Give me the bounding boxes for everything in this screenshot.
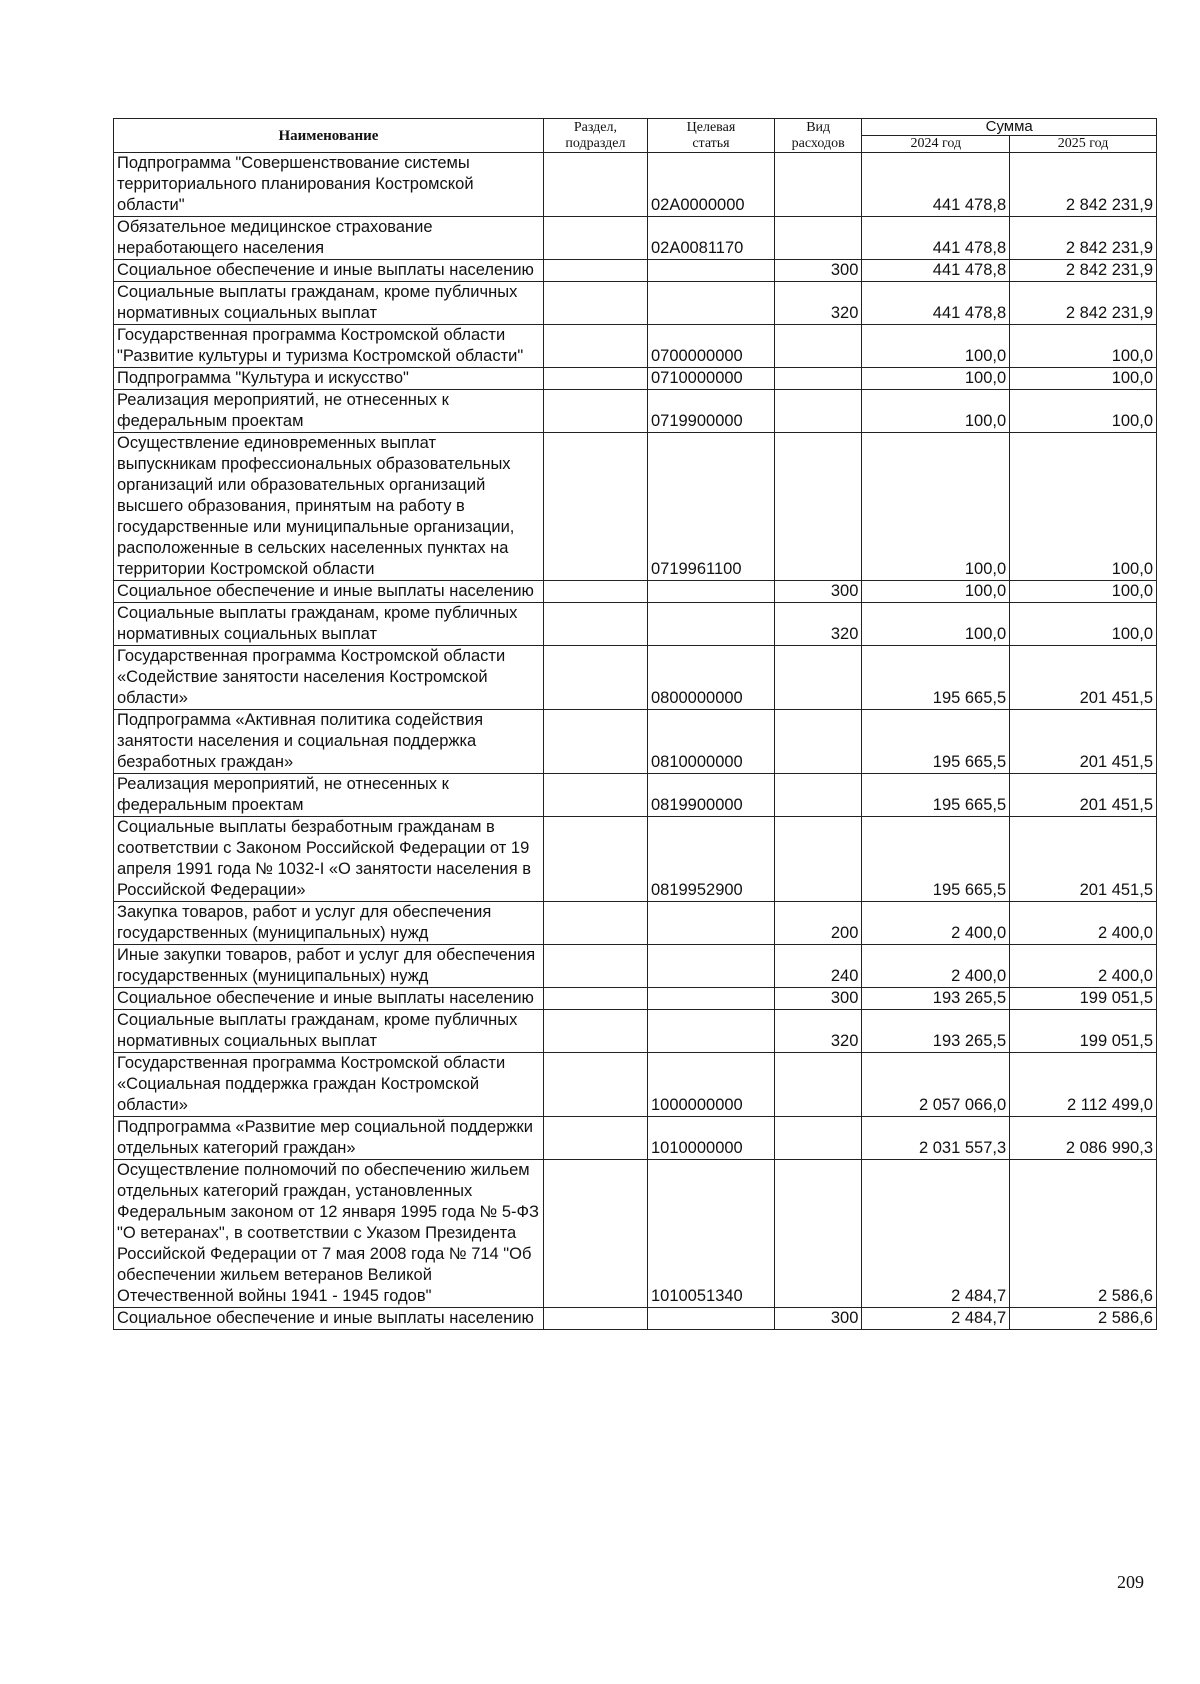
row-amount-2024: 441 478,8 (862, 153, 1010, 217)
table-row (114, 325, 1157, 368)
row-name: Социальные выплаты гражданам, кроме публичных нормативных социальных выплат (114, 282, 544, 325)
header-vid-line1: Вид (806, 119, 831, 135)
row-target-code (647, 1010, 774, 1053)
row-razdel (543, 217, 647, 260)
table-row (114, 646, 1157, 710)
header-vid-line2: расходов (791, 135, 845, 151)
row-target-code: 0710000000 (647, 368, 774, 390)
row-name: Подпрограмма «Активная политика содействия занятости населения и социальная поддержка безработных граждан» (114, 710, 544, 774)
header-celevaya-line1: Целевая (686, 119, 736, 135)
row-amount-2024: 100,0 (862, 581, 1010, 603)
row-amount-2025: 2 842 231,9 (1010, 153, 1157, 217)
row-razdel (543, 1117, 647, 1160)
table-row (114, 774, 1157, 817)
row-amount-2025: 201 451,5 (1010, 710, 1157, 774)
row-razdel (543, 603, 647, 646)
header-razdel (543, 119, 647, 153)
row-amount-2025: 100,0 (1010, 603, 1157, 646)
row-name: Закупка товаров, работ и услуг для обеспечения государственных (муниципальных) нужд (114, 902, 544, 945)
row-name: Социальные выплаты безработным гражданам в соответствии с Законом Российской Федерации от 19 апреля 1991 года № 1032-I «О занятости населения в Российской Федерации» (114, 817, 544, 902)
row-amount-2024: 2 031 557,3 (862, 1117, 1010, 1160)
table-row (114, 153, 1157, 217)
row-amount-2025: 199 051,5 (1010, 1010, 1157, 1053)
table-row (114, 817, 1157, 902)
row-razdel (543, 153, 647, 217)
header-name: Наименование (114, 119, 544, 153)
header-summa: Сумма (862, 119, 1157, 136)
row-target-code: 0810000000 (647, 710, 774, 774)
row-amount-2024: 100,0 (862, 325, 1010, 368)
row-name: Социальное обеспечение и иные выплаты населению (114, 1308, 544, 1330)
table-row (114, 902, 1157, 945)
row-amount-2024: 195 665,5 (862, 646, 1010, 710)
row-amount-2024: 100,0 (862, 390, 1010, 433)
row-amount-2024: 195 665,5 (862, 817, 1010, 902)
row-amount-2025: 2 586,6 (1010, 1160, 1157, 1308)
row-amount-2024: 441 478,8 (862, 217, 1010, 260)
row-target-code (647, 945, 774, 988)
row-expense-type (774, 1160, 861, 1308)
row-name: Социальные выплаты гражданам, кроме публичных нормативных социальных выплат (114, 1010, 544, 1053)
row-target-code: 0819900000 (647, 774, 774, 817)
header-celevaya (647, 119, 774, 153)
row-razdel (543, 646, 647, 710)
row-target-code: 0819952900 (647, 817, 774, 902)
row-name: Социальное обеспечение и иные выплаты населению (114, 581, 544, 603)
row-expense-type (774, 433, 861, 581)
row-expense-type: 320 (774, 603, 861, 646)
table-row (114, 260, 1157, 282)
table-row (114, 581, 1157, 603)
row-expense-type (774, 1117, 861, 1160)
table-row (114, 1010, 1157, 1053)
table-body (114, 153, 1157, 1330)
row-expense-type: 300 (774, 581, 861, 603)
row-razdel (543, 1053, 647, 1117)
row-amount-2024: 2 484,7 (862, 1308, 1010, 1330)
row-amount-2024: 100,0 (862, 433, 1010, 581)
row-expense-type (774, 817, 861, 902)
table-row (114, 282, 1157, 325)
row-razdel (543, 1160, 647, 1308)
row-amount-2024: 195 665,5 (862, 774, 1010, 817)
row-amount-2024: 2 057 066,0 (862, 1053, 1010, 1117)
header-vid (774, 119, 861, 153)
row-expense-type (774, 646, 861, 710)
row-expense-type (774, 710, 861, 774)
row-amount-2024: 100,0 (862, 368, 1010, 390)
row-expense-type (774, 153, 861, 217)
table-row (114, 988, 1157, 1010)
row-target-code: 0719961100 (647, 433, 774, 581)
row-amount-2025: 100,0 (1010, 581, 1157, 603)
row-target-code (647, 581, 774, 603)
header-celevaya-line2: статья (692, 135, 730, 151)
row-amount-2025: 2 112 499,0 (1010, 1053, 1157, 1117)
row-target-code: 02А0000000 (647, 153, 774, 217)
row-razdel (543, 817, 647, 902)
row-amount-2024: 2 484,7 (862, 1160, 1010, 1308)
row-amount-2025: 2 400,0 (1010, 902, 1157, 945)
table-row (114, 1053, 1157, 1117)
row-expense-type (774, 1053, 861, 1117)
row-target-code: 1010000000 (647, 1117, 774, 1160)
row-amount-2024: 441 478,8 (862, 282, 1010, 325)
header-razdel-line2: подраздел (565, 135, 626, 151)
header-razdel-line1: Раздел, (573, 119, 617, 135)
row-amount-2024: 441 478,8 (862, 260, 1010, 282)
table-row (114, 1117, 1157, 1160)
row-expense-type: 320 (774, 1010, 861, 1053)
row-amount-2025: 2 400,0 (1010, 945, 1157, 988)
row-amount-2025: 201 451,5 (1010, 774, 1157, 817)
row-expense-type: 200 (774, 902, 861, 945)
row-target-code (647, 282, 774, 325)
row-name: Подпрограмма "Совершенствование системы территориального планирования Костромской области" (114, 153, 544, 217)
row-amount-2024: 193 265,5 (862, 988, 1010, 1010)
table-row (114, 603, 1157, 646)
row-expense-type: 320 (774, 282, 861, 325)
header-year-2025: 2025 год (1010, 136, 1157, 153)
row-amount-2025: 100,0 (1010, 325, 1157, 368)
row-amount-2024: 2 400,0 (862, 902, 1010, 945)
row-target-code: 1010051340 (647, 1160, 774, 1308)
row-name: Социальное обеспечение и иные выплаты населению (114, 988, 544, 1010)
row-amount-2024: 2 400,0 (862, 945, 1010, 988)
table-row (114, 217, 1157, 260)
row-target-code: 1000000000 (647, 1053, 774, 1117)
row-target-code (647, 260, 774, 282)
row-razdel (543, 581, 647, 603)
page-number: 209 (1117, 1572, 1144, 1592)
row-amount-2025: 201 451,5 (1010, 817, 1157, 902)
row-expense-type: 300 (774, 1308, 861, 1330)
budget-table (113, 118, 1157, 1330)
row-expense-type (774, 368, 861, 390)
row-razdel (543, 1010, 647, 1053)
row-amount-2024: 100,0 (862, 603, 1010, 646)
header-year-2024: 2024 год (862, 136, 1010, 153)
row-amount-2025: 2 842 231,9 (1010, 217, 1157, 260)
row-name: Осуществление полномочий по обеспечению жильем отдельных категорий граждан, установленных Федеральным законом от 12 января 1995 года № 5-ФЗ "О ветеранах", в соответствии с Указом Президента Российской Федерации от 7 мая 2008 года № 714 "Об обеспечении жильем ветеранов Великой Отечественной войны 1941 - 1945 годов" (114, 1160, 544, 1308)
row-razdel (543, 710, 647, 774)
row-name: Социальное обеспечение и иные выплаты населению (114, 260, 544, 282)
table-header (114, 119, 1157, 153)
row-name: Подпрограмма "Культура и искусство" (114, 368, 544, 390)
row-target-code (647, 902, 774, 945)
row-target-code (647, 603, 774, 646)
row-expense-type (774, 390, 861, 433)
row-amount-2024: 195 665,5 (862, 710, 1010, 774)
row-expense-type: 300 (774, 988, 861, 1010)
row-razdel (543, 260, 647, 282)
row-target-code (647, 1308, 774, 1330)
row-amount-2025: 201 451,5 (1010, 646, 1157, 710)
row-name: Реализация мероприятий, не отнесенных к федеральным проектам (114, 390, 544, 433)
row-name: Подпрограмма «Развитие мер социальной поддержки отдельных категорий граждан» (114, 1117, 544, 1160)
row-target-code: 02А0081170 (647, 217, 774, 260)
row-amount-2025: 100,0 (1010, 433, 1157, 581)
row-amount-2025: 199 051,5 (1010, 988, 1157, 1010)
row-expense-type (774, 217, 861, 260)
table-row (114, 710, 1157, 774)
row-razdel (543, 433, 647, 581)
row-amount-2025: 2 842 231,9 (1010, 282, 1157, 325)
row-expense-type: 300 (774, 260, 861, 282)
row-razdel (543, 1308, 647, 1330)
row-name: Обязательное медицинское страхование неработающего населения (114, 217, 544, 260)
row-name: Осуществление единовременных выплат выпускникам профессиональных образовательных организаций или образовательных организаций высшего образования, принятым на работу в государственные или муниципальные организации, расположенные в сельских населенных пунктах на территории Костромской области (114, 433, 544, 581)
row-razdel (543, 390, 647, 433)
row-razdel (543, 945, 647, 988)
row-name: Социальные выплаты гражданам, кроме публичных нормативных социальных выплат (114, 603, 544, 646)
table-row (114, 1160, 1157, 1308)
row-target-code (647, 988, 774, 1010)
row-amount-2025: 100,0 (1010, 390, 1157, 433)
row-razdel (543, 988, 647, 1010)
row-razdel (543, 902, 647, 945)
row-expense-type: 240 (774, 945, 861, 988)
row-amount-2025: 100,0 (1010, 368, 1157, 390)
row-name: Иные закупки товаров, работ и услуг для обеспечения государственных (муниципальных) нужд (114, 945, 544, 988)
row-name: Государственная программа Костромской области «Социальная поддержка граждан Костромской области» (114, 1053, 544, 1117)
row-razdel (543, 368, 647, 390)
row-name: Реализация мероприятий, не отнесенных к федеральным проектам (114, 774, 544, 817)
row-razdel (543, 282, 647, 325)
row-amount-2025: 2 086 990,3 (1010, 1117, 1157, 1160)
row-amount-2025: 2 842 231,9 (1010, 260, 1157, 282)
row-expense-type (774, 325, 861, 368)
table-row (114, 433, 1157, 581)
row-target-code: 0700000000 (647, 325, 774, 368)
row-target-code: 0719900000 (647, 390, 774, 433)
row-name: Государственная программа Костромской области «Содействие занятости населения Костромской области» (114, 646, 544, 710)
table-row (114, 945, 1157, 988)
row-amount-2025: 2 586,6 (1010, 1308, 1157, 1330)
row-razdel (543, 325, 647, 368)
row-name: Государственная программа Костромской области "Развитие культуры и туризма Костромской области" (114, 325, 544, 368)
table-row (114, 390, 1157, 433)
table-row (114, 1308, 1157, 1330)
row-target-code: 0800000000 (647, 646, 774, 710)
row-amount-2024: 193 265,5 (862, 1010, 1010, 1053)
table-row (114, 368, 1157, 390)
row-expense-type (774, 774, 861, 817)
row-razdel (543, 774, 647, 817)
